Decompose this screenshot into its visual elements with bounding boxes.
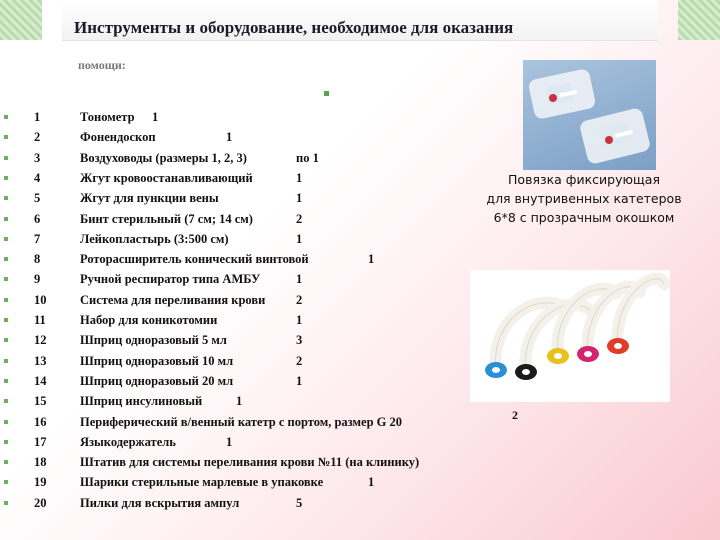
item-name: Шприц одноразовый 20 мл [80, 373, 234, 388]
item-quantity: 2 [296, 353, 303, 368]
item-quantity: 1 [152, 110, 159, 124]
item-number: 5 [34, 191, 41, 206]
caption-line-3: 6*8 с прозрачным окошком [493, 210, 675, 225]
bullet-icon [4, 338, 8, 342]
item-number: 14 [34, 373, 47, 388]
item-quantity: 2 [296, 292, 303, 307]
bullet-icon [4, 399, 8, 403]
list-item [0, 351, 520, 371]
item-name: Ручной респиратор типа АМБУ [80, 272, 261, 287]
item-name: Бинт стерильный (7 см; 14 см) [80, 211, 253, 226]
slide-title-continuation: помощи: [78, 60, 126, 72]
item-number: 18 [34, 455, 47, 470]
list-item [0, 127, 520, 147]
item-number: 9 [34, 272, 41, 287]
list-item [0, 229, 520, 249]
list-item [0, 472, 520, 492]
item-quantity: 3 [296, 333, 303, 348]
item-quantity: 2 [296, 211, 303, 226]
airways-image [470, 270, 670, 402]
list-item [0, 188, 520, 208]
bullet-icon [4, 480, 8, 484]
item-quantity: 1 [296, 191, 303, 206]
list-item [0, 269, 520, 289]
item-name: Набор для коникотомии [80, 313, 218, 327]
item-quantity: 5 [296, 495, 303, 510]
item-name: Шприц одноразовый 5 мл [80, 333, 227, 348]
bullet-icon [4, 440, 8, 444]
bullet-icon [4, 379, 8, 383]
item-quantity: 1 [296, 373, 303, 388]
item-quantity: по 1 [296, 150, 319, 165]
item-number: 19 [34, 475, 47, 490]
item-number: 7 [34, 231, 41, 246]
item-quantity: 1 [226, 130, 233, 145]
item-name: Воздуховоды (размеры 1, 2, 3) [80, 150, 247, 165]
stray-quantity: 2 [512, 408, 518, 422]
bullet-icon [4, 420, 8, 424]
item-number: 11 [34, 313, 46, 327]
slide-title: Инструменты и оборудование, необходимое для оказания [74, 18, 514, 37]
item-quantity: 1 [296, 272, 303, 287]
item-name: Тонометр [80, 110, 135, 124]
bullet-icon [4, 196, 8, 200]
bullet-icon [4, 318, 8, 322]
item-name: Жгут для пункции вены [80, 191, 219, 206]
list-item [0, 290, 520, 310]
item-quantity: 1 [368, 475, 375, 490]
item-number: 3 [34, 150, 41, 165]
bullet-icon [4, 135, 8, 139]
item-name: Шприц одноразовый 10 мл [80, 353, 234, 368]
list-item [0, 209, 520, 229]
item-name: Периферический в/венный катетр с портом, размер G 20 [80, 414, 403, 429]
item-quantity: 1 [226, 434, 233, 449]
bullet-icon [4, 277, 8, 281]
airways-photo [470, 270, 670, 402]
list-item [0, 107, 520, 127]
item-name: Языкодержатель [80, 434, 176, 449]
item-name: Роторасширитель конический винтовой [80, 252, 309, 267]
item-quantity: 1 [236, 394, 243, 409]
list-item [0, 168, 520, 188]
list-item [0, 432, 520, 452]
item-name: Лейкопластырь (3:500 см) [80, 231, 229, 246]
catheter-dressing-image [523, 60, 656, 170]
list-item [0, 391, 520, 411]
bullet-icon [4, 156, 8, 160]
item-number: 4 [34, 170, 41, 185]
item-number: 17 [34, 434, 47, 449]
item-number: 6 [34, 211, 41, 226]
caption-line-1: Повязка фиксирующая [508, 172, 660, 187]
item-number: 13 [34, 353, 47, 368]
item-number: 12 [34, 333, 47, 348]
bullet-icon [4, 298, 8, 302]
item-number: 8 [34, 252, 41, 267]
item-number: 10 [34, 292, 47, 307]
bullet-icon [4, 257, 8, 261]
item-quantity: 1 [296, 231, 303, 246]
list-item [0, 371, 520, 391]
item-quantity: 1 [368, 252, 375, 267]
item-number: 2 [34, 130, 41, 145]
bullet-icon [4, 460, 8, 464]
list-item [0, 249, 520, 269]
corner-decoration-right [678, 0, 720, 40]
bullet-icon [4, 217, 8, 221]
bullet-icon [4, 115, 8, 119]
item-number: 20 [34, 495, 47, 510]
item-name: Система для переливания крови [80, 292, 266, 307]
item-name: Пилки для вскрытия ампул [80, 495, 240, 510]
list-item [0, 330, 520, 350]
list-item [0, 310, 520, 330]
item-quantity: 1 [296, 170, 303, 185]
bullet-icon [4, 501, 8, 505]
catheter-dressing-photo [523, 60, 656, 170]
list-item [0, 412, 520, 432]
item-name: Шарики стерильные марлевые в упаковке [80, 475, 324, 490]
item-number: 16 [34, 414, 47, 429]
item-name: Штатив для системы переливания крови №11 (на клинику) [80, 455, 420, 470]
corner-decoration-left [0, 0, 42, 40]
list-item [0, 148, 520, 168]
list-item [0, 452, 520, 472]
bullet-icon [4, 237, 8, 241]
dressing-caption [456, 170, 712, 227]
caption-line-2: для внутривенных катетеров [486, 191, 682, 206]
item-quantity: 1 [296, 313, 303, 327]
item-name: Шприц инсулиновый [80, 394, 203, 409]
item-name: Жгут кровоостанавливающий [80, 170, 253, 185]
item-number: 1 [34, 110, 41, 124]
bullet-icon [4, 359, 8, 363]
item-name: Фонендоскоп [80, 130, 156, 145]
bullet-icon [4, 176, 8, 180]
item-number: 15 [34, 394, 47, 409]
decorative-dot [324, 91, 329, 96]
list-item [0, 493, 520, 513]
